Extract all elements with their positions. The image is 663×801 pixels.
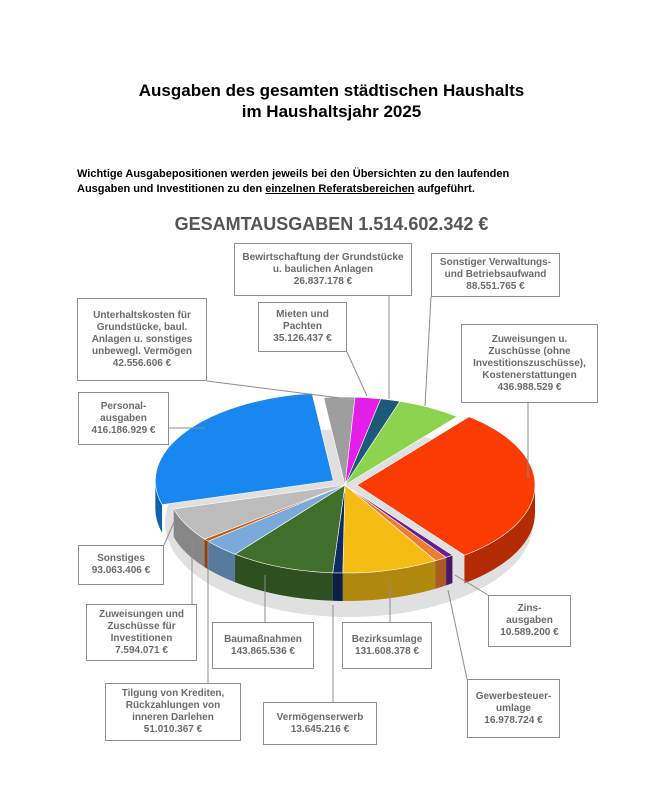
page-title-line-2: im Haushaltsjahr 2025 [241,102,422,121]
callout-label: Kostenerstattungen [482,369,577,381]
callout-label: ausgaben [506,615,553,626]
callout-label: Grundstücke, baul. [96,321,188,333]
callout-label: Zuschüsse für [107,620,176,632]
callout-label: Zuschüsse (ohne [488,345,571,357]
callout-label: Vermögenserwerb [276,711,364,723]
callout-value: 7.594.071 € [115,644,168,656]
callout-label: Rückzahlungen von [125,700,221,711]
callout-value: 16.978.724 € [484,714,543,726]
callout-label: Bewirtschaftung der Grundstücke [242,251,404,263]
callout-label: u. baulichen Anlagen [272,263,374,275]
callout-label: Personal- [100,400,147,412]
callout-label: Pachten [283,321,322,332]
callout-vermoegen [263,702,377,745]
callout-label: Zuweisungen und [99,608,184,620]
callout-value: 35.126.437 € [273,333,332,344]
callout-label: ausgaben [100,412,147,424]
callout-value: 436.988.529 € [497,381,562,393]
callout-sonstiges [78,545,164,585]
page-title-line-1: Ausgaben des gesamten städtischen Haushalts [138,81,525,100]
leader-line-mieten [347,352,367,396]
callout-label: unbewegl. Vermögen [91,345,193,357]
callout-value: 13.645.216 € [290,723,350,735]
callout-label: Sonstiger Verwaltungs- [439,257,552,268]
callout-label: Investitionszuschüsse), [473,357,586,369]
callout-value: 51.010.367 € [143,724,203,735]
callout-mieten [258,302,347,352]
callout-zuweisungen [461,324,598,403]
leader-line-unterhalt [207,381,340,398]
callout-label: Investitionen [110,632,173,644]
callout-label: Sonstiges [97,553,145,564]
callout-label: Zuweisungen u. [491,333,568,345]
intro-line-2-end: aufgeführt. [414,183,475,195]
pie-side-gewerbe [436,557,447,588]
callout-zins [488,595,571,647]
pie-side-zins [446,555,452,585]
callout-label: Baumaßnahmen [224,633,302,645]
pie-side-vermoegen [333,573,343,601]
callout-bewirtschaftung [234,243,412,296]
callout-label: umlage [495,702,531,714]
callout-label: Gewerbesteuer- [475,690,552,702]
callout-zuweisInv [86,604,197,661]
callout-value: 42.556.606 € [112,357,172,369]
callout-unterhalt [77,298,207,381]
leader-line-sonstVerw [425,297,431,406]
referatsbereiche-link[interactable]: einzelnen Referatsbereichen [265,183,415,195]
callout-value: 93.063.406 € [91,565,151,576]
callout-value: 88.551.765 € [466,281,525,292]
callout-value: 26.837.178 € [293,275,353,287]
callout-value: 10.589.200 € [500,627,559,638]
callout-label: Mieten und [276,309,329,320]
callout-bezirk [342,622,432,669]
intro-line-2-start: Ausgaben und Investitionen zu den [77,183,266,195]
callout-value: 416.186.929 € [91,424,156,436]
callout-label: Tilgung von Krediten, [121,688,225,699]
intro-line-1: Wichtige Ausgabepositionen werden jeweils bei den Übersichten zu den laufenden [77,168,510,180]
callout-sonstVerw [431,253,560,297]
callout-label: Unterhaltskosten für [93,309,191,321]
callout-value: 143.865.536 € [231,645,295,657]
callout-personal [78,392,169,445]
callout-label: Anlagen u. sonstiges [91,333,193,345]
callout-label: Bezirksumlage [351,633,423,645]
callout-label: inneren Darlehen [132,712,214,723]
total-expenses-heading: GESAMTAUSGABEN 1.514.602.342 € [174,214,489,234]
callout-gewerbe [467,679,560,738]
callout-label: Zins- [517,603,542,614]
callout-label: und Betriebsaufwand [444,269,547,280]
callout-value: 131.608.378 € [355,645,419,657]
callout-tilgung [105,683,241,741]
leader-line-gewerbe [448,590,467,679]
callout-bau [212,622,314,669]
